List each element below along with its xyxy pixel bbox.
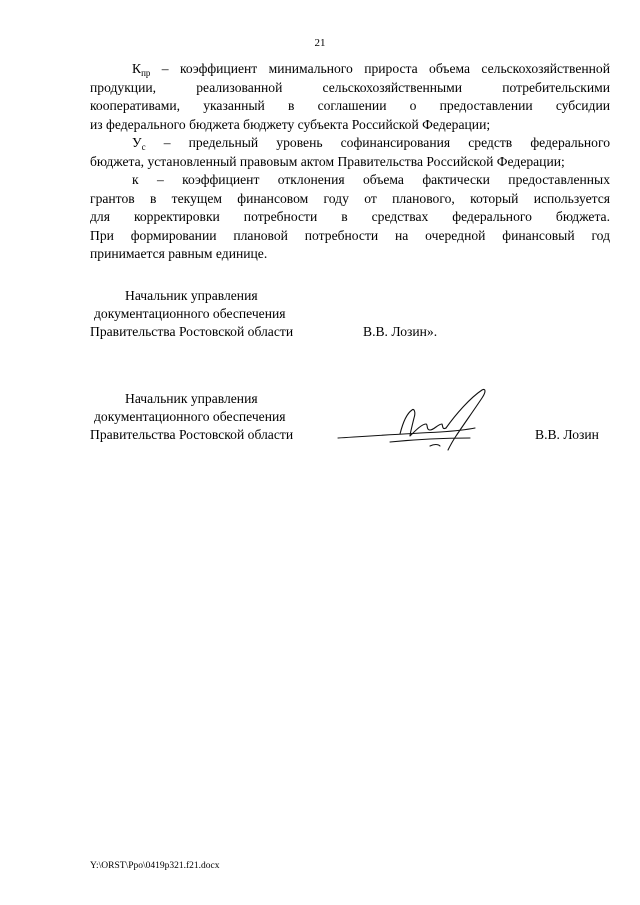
kpr-line-4: из федерального бюджета бюджету субъекта Российской Федерации; <box>90 116 491 132</box>
k-line-4: При формировании плановой потребности на очередной финансовый год <box>90 227 610 243</box>
paragraph-k <box>90 171 610 264</box>
uc-subscript: с <box>141 142 146 152</box>
k-line-1: к – коэффициент отклонения объема фактически предоставленных <box>132 172 610 187</box>
signature-2-position-line-1: Начальник управления <box>125 391 258 406</box>
signature-1-position-line-2: документационного обеспечения <box>94 306 286 321</box>
kpr-symbol: К <box>132 61 142 76</box>
handwritten-signature <box>330 384 500 456</box>
kpr-line-1: $К_{пр}$ – коэффициент минимального прироста объема сельскохозяйственной <box>132 61 610 78</box>
signature-block-1 <box>90 287 293 341</box>
paragraph-kpr <box>90 60 610 134</box>
uc-symbol: У <box>132 135 142 150</box>
signature-2-name: В.В. Лозин <box>535 427 599 442</box>
kpr-line-3: кооперативами, указанный в соглашении о предоставлении субсидии <box>90 98 610 113</box>
signature-1-name: В.В. Лозин». <box>363 324 438 339</box>
k-line-5: принимается равным единице. <box>90 246 268 261</box>
signature-block-2 <box>90 390 293 444</box>
k-line-3: для корректировки потребности в средствах федерального бюджета. <box>90 209 610 224</box>
document-body <box>90 60 610 264</box>
kpr-line-2: продукции, реализованной сельскохозяйственными потребительскими <box>90 79 610 95</box>
uc-line-1: $У_с$ – предельный уровень софинансирования средств федерального <box>132 135 610 152</box>
uc-line-2: бюджета, установленный правовым актом Правительства Российской Федерации; <box>90 153 565 169</box>
file-path-footer: Y:\ORST\Ppo\0419p321.f21.docx <box>90 861 220 871</box>
kpr-subscript: пр <box>141 68 151 78</box>
signature-2-position-line-3: Правительства Ростовской области <box>90 427 294 442</box>
signature-2-position-line-2: документационного обеспечения <box>94 409 286 424</box>
k-line-2: грантов в текущем финансовом году от планового, который используется <box>90 190 610 206</box>
page-number: 21 <box>314 37 326 49</box>
signature-1-position-line-1: Начальник управления <box>125 288 258 303</box>
signature-1-position-line-3: Правительства Ростовской области <box>90 324 294 339</box>
paragraph-uc <box>90 134 610 171</box>
